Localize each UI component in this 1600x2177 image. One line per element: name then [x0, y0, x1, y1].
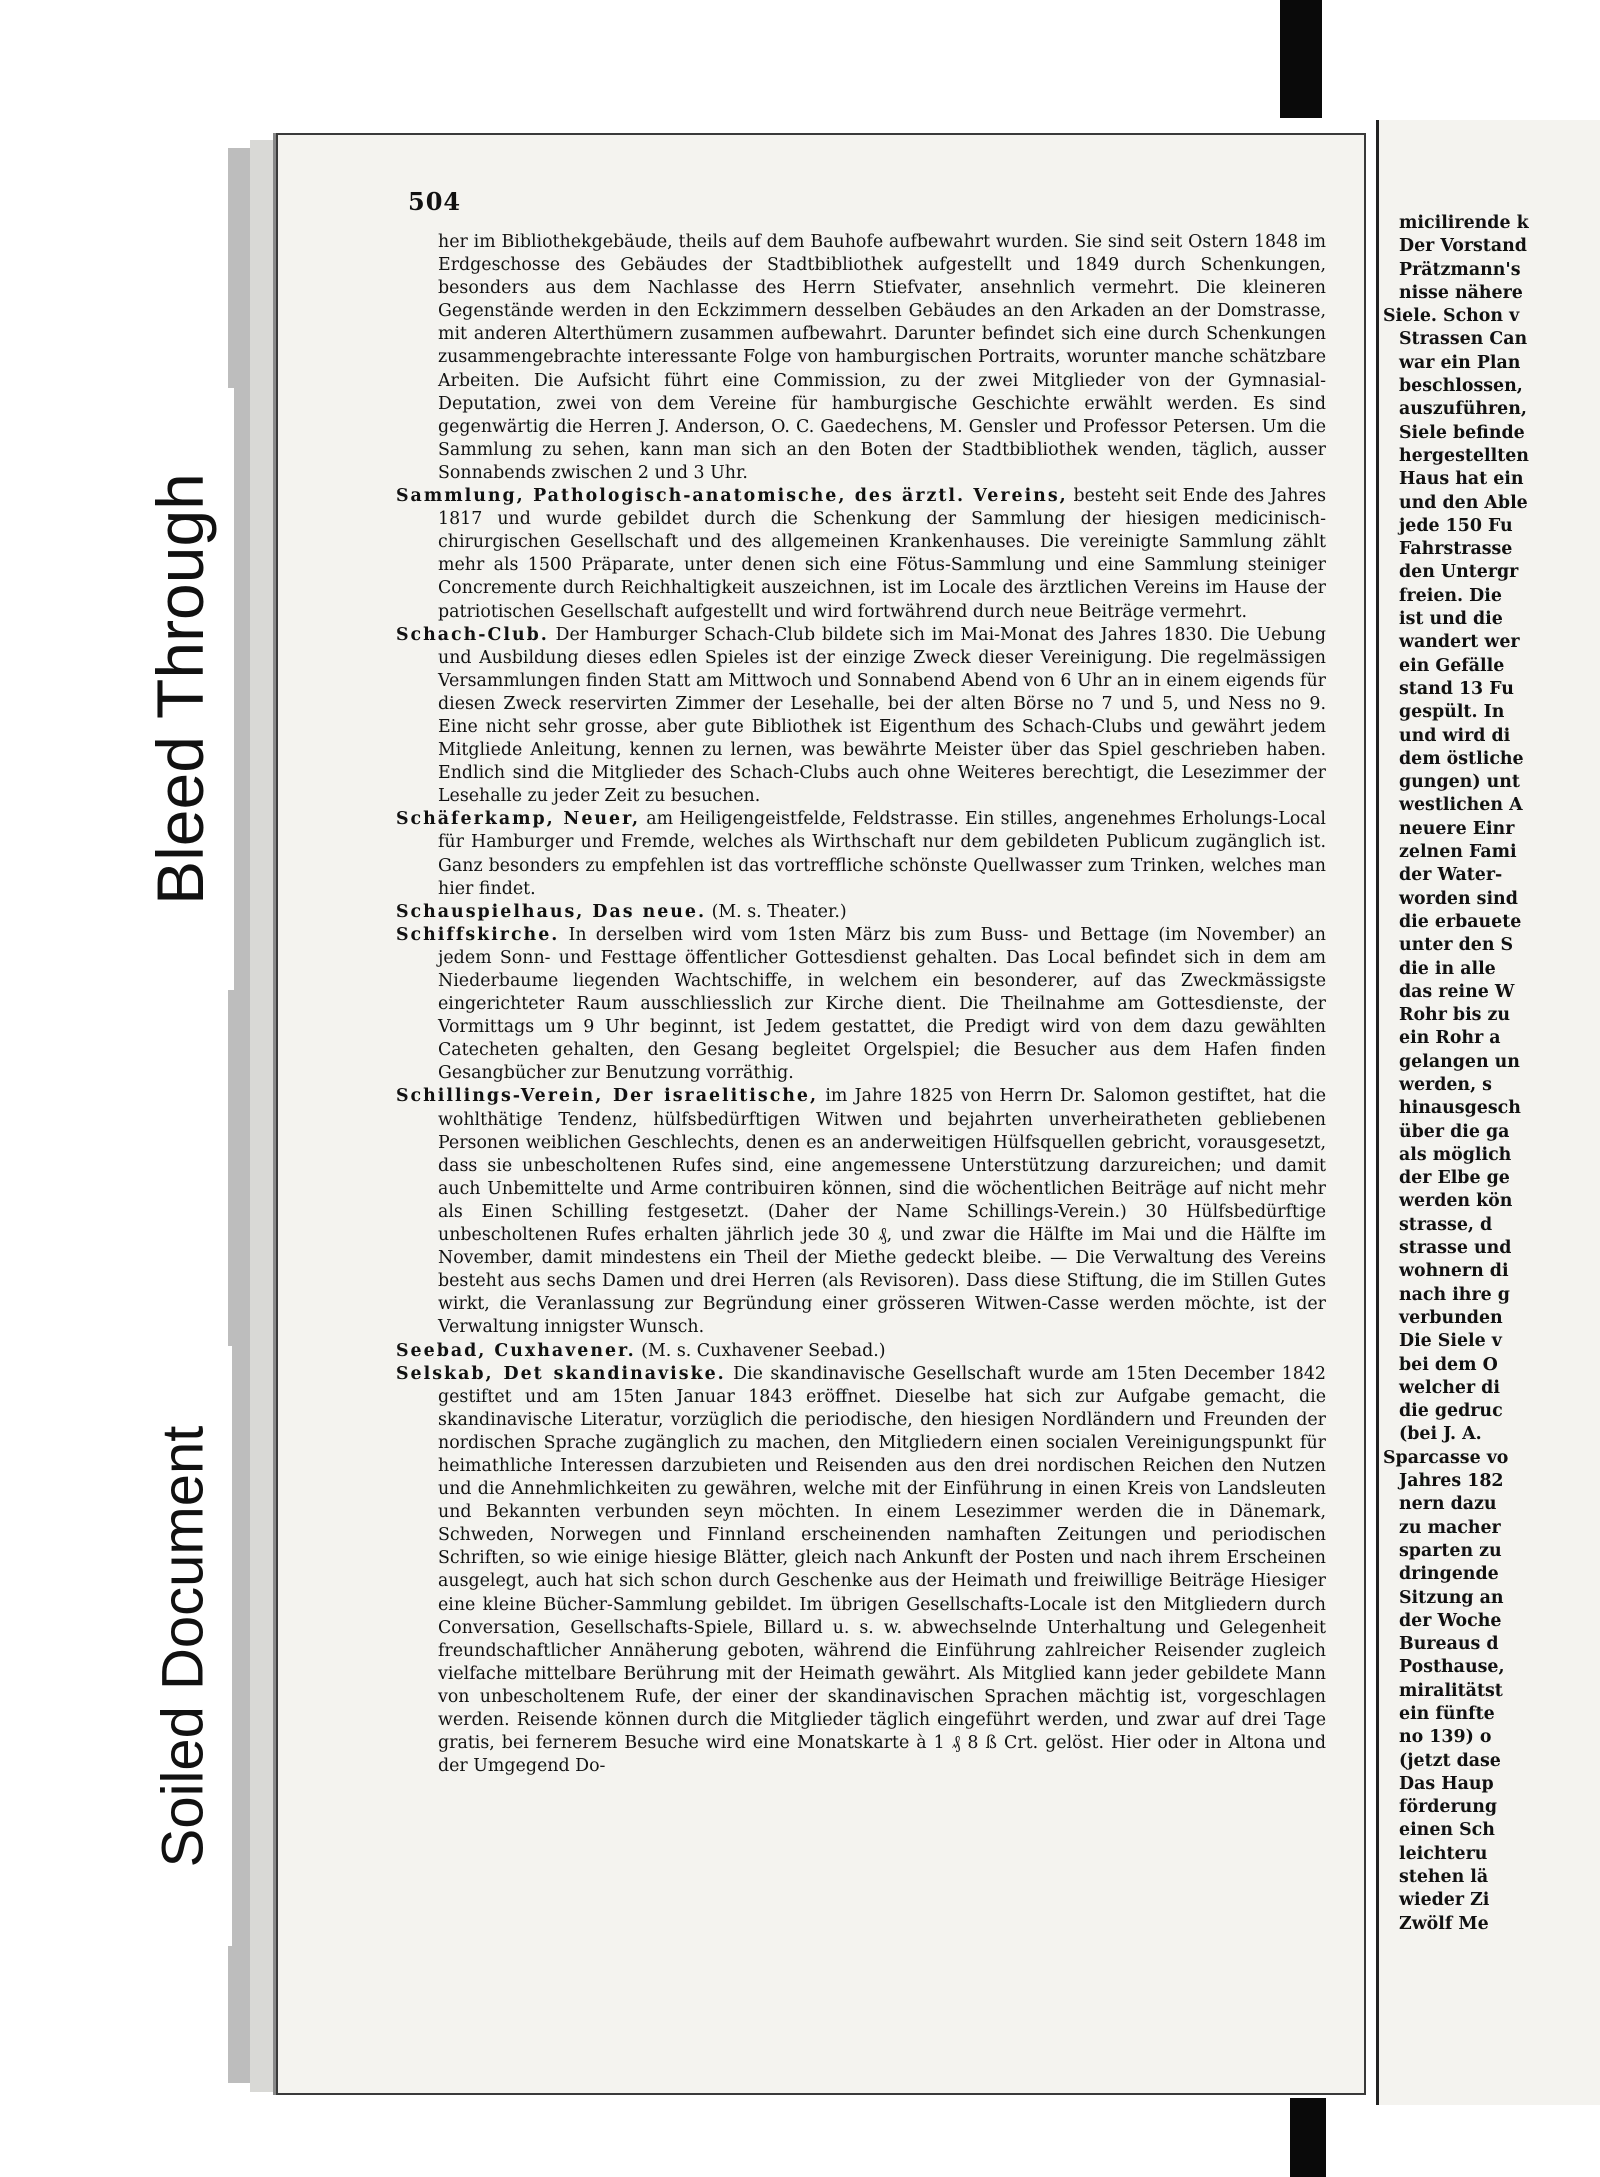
right-page-line: den Untergr	[1399, 562, 1519, 583]
entry-schillings-verein	[396, 1085, 1326, 1339]
right-page-line: Der Vorstand	[1399, 236, 1527, 257]
label-bleed-through	[126, 388, 234, 990]
right-page-line: Siele befinde	[1399, 422, 1525, 443]
right-page-line: gungen) unt	[1399, 772, 1520, 793]
right-page-line: hergestellten	[1399, 445, 1529, 466]
right-page-line: miralitätst	[1399, 1680, 1503, 1701]
right-page-line: Jahres 182	[1399, 1471, 1504, 1492]
right-page-line: wandert wer	[1399, 632, 1520, 653]
right-page-line: dem östliche	[1399, 748, 1524, 769]
page-text-column	[396, 231, 1326, 1778]
right-page-line: bei dem O	[1399, 1354, 1498, 1375]
right-page-line: Die Siele v	[1399, 1331, 1502, 1352]
right-page-line: als möglich	[1399, 1144, 1512, 1165]
entry-heading: Schach-Club.	[396, 624, 549, 645]
right-page-line: zelnen Fami	[1399, 842, 1517, 863]
right-page-line: auszuführen,	[1399, 399, 1527, 420]
entry-heading: Schäferkamp, Neuer,	[396, 809, 641, 830]
entry-text: (M. s. Theater.)	[706, 901, 847, 922]
right-page-line: gelangen un	[1399, 1051, 1520, 1072]
right-page-line: Strassen Can	[1399, 329, 1528, 350]
right-page-line: ein Rohr a	[1399, 1028, 1501, 1049]
right-page-line: ein Gefälle	[1399, 655, 1505, 676]
right-page-line: jede 150 Fu	[1399, 515, 1513, 536]
right-page-line: no 139) o	[1399, 1727, 1492, 1748]
right-page-line: der Elbe ge	[1399, 1168, 1510, 1189]
right-page-line: Bureaus d	[1399, 1634, 1499, 1655]
entry-schiffskirche	[396, 924, 1326, 1086]
entry-heading: Seebad, Cuxhavener.	[396, 1340, 636, 1361]
right-page-line: (bei J. A.	[1399, 1424, 1482, 1445]
right-page-line: micilirende k	[1399, 213, 1529, 233]
right-page-line: ist und die	[1399, 609, 1503, 630]
entry-schauspielhaus	[396, 901, 1326, 924]
right-page-line: war ein Plan	[1399, 352, 1521, 373]
right-page-line: unter den S	[1399, 935, 1514, 956]
right-page-line: nisse nähere	[1399, 282, 1523, 303]
right-page-line: beschlossen,	[1399, 376, 1523, 397]
right-page-line: leichteru	[1399, 1843, 1488, 1864]
label-bleed-through-text: Bleed Through	[143, 473, 217, 905]
page-stack-edge-inner	[250, 140, 274, 2092]
entry-heading: Schauspielhaus, Das neue.	[396, 901, 707, 922]
right-page-line: neuere Einr	[1399, 818, 1515, 839]
right-page-line: der Water-	[1399, 865, 1503, 886]
right-page-line: der Woche	[1399, 1610, 1502, 1631]
entry-text: (M. s. Cuxhavener Seebad.)	[635, 1340, 886, 1361]
right-page-line: stehen lä	[1399, 1867, 1489, 1888]
entry-heading: Schillings-Verein, Der israelitische,	[396, 1086, 819, 1107]
right-page-line: sparten zu	[1399, 1540, 1502, 1561]
right-page-line: wieder Zi	[1399, 1890, 1490, 1911]
right-page-line: stand 13 Fu	[1399, 678, 1514, 699]
scan-binding-bar-top	[1280, 0, 1322, 118]
right-page-line: gespült. In	[1399, 702, 1505, 723]
right-page-line: werden, s	[1399, 1074, 1492, 1095]
right-page-line: Siele. Schon v	[1383, 306, 1520, 327]
right-page-line: Das Haup	[1399, 1773, 1494, 1794]
right-page-line: Zwölf Me	[1399, 1913, 1489, 1934]
right-page-line: freien. Die	[1399, 585, 1502, 606]
right-page-line: förderung	[1399, 1797, 1498, 1818]
entry-text: In derselben wird vom 1sten März bis zum Buss- und Bettage (im November) an jedem Sonn- und Festtage öffentlicher Gottesdienst gehalten. Das Local befindet sich in dem am Niederbaume liegenden Wachtschiffe, in welchem ein besonderer, auf das Zweckmässigste eingerichteter Raum ausschliesslich zur Kirche dient. Die Theilnahme am Gottesdienste, der Vormittags um 9 Uhr beginnt, ist Jedem gestattet, die Predigt wird von dem dazu gewählten Catecheten gehalten, den Gesang begleitet Orgelspiel; die Besucher aus dem Hafen finden Gesangbücher zur Benutzung vorräthig.	[438, 924, 1326, 1084]
scan-binding-bar-bottom	[1290, 2098, 1326, 2177]
right-page-line: Sparcasse vo	[1383, 1447, 1509, 1468]
entry-schach-club	[396, 624, 1326, 809]
right-page-line: wohnern di	[1399, 1261, 1509, 1282]
right-page-line: zu macher	[1399, 1517, 1501, 1538]
entry-seebad	[396, 1340, 1326, 1363]
entry-heading: Sammlung, Pathologisch-anatomische, des ärztl. Vereins,	[396, 486, 1068, 507]
right-page-line: und wird di	[1399, 725, 1511, 746]
entry-text: im Jahre 1825 von Herrn Dr. Salomon gestiftet, hat die wohlthätige Tendenz, hülfsbedürftigen Witwen und bejahrten unverheiratheten gebliebenen Personen weiblichen Geschlechts, denen es an anderweitigen Hülfsquellen gebricht, vorausgesetzt, dass sie unbescholtenen Rufes sind, eine angemessene Unterstützung darzureichen; und damit auch Unbemittelte und Arme contribuiren können, sind die wöchentlichen Beiträge auf nicht mehr als Einen Schilling festgesetzt. (Daher der Name Schillings-Verein.) 30 Hülfsbedürftige unbescholtenen Rufes erhalten jährlich jede 30 ₰, und zwar die Hälfte im Mai und die Hälfte im November, damit mindestens ein Theil der Miethe gedeckt bleibe. — Die Verwaltung des Vereins besteht aus sechs Damen und drei Herren (als Revisoren). Dass diese Stiftung, die im Stillen Gutes wirkt, die Veranlassung zur Begründung einer grösseren Witwen-Casse werden möchte, ist der Verwaltung innigster Wunsch.	[438, 1086, 1326, 1338]
right-page-line: Fahrstrasse	[1399, 539, 1513, 560]
right-page-line: über die ga	[1399, 1121, 1510, 1142]
right-page-line: strasse und	[1399, 1238, 1512, 1259]
entry-schaeferkamp	[396, 808, 1326, 900]
label-soiled-document-text: Soiled Document	[150, 1425, 216, 1867]
right-page-line: nern dazu	[1399, 1494, 1497, 1515]
right-page-line: worden sind	[1399, 888, 1518, 909]
right-page-line: ein fünfte	[1399, 1704, 1495, 1724]
right-page-line: die gedruc	[1399, 1401, 1503, 1422]
book-page-right	[1376, 120, 1600, 2105]
right-page-line: westlichen A	[1399, 795, 1523, 816]
entry-heading: Selskab, Det skandinaviske.	[396, 1363, 726, 1384]
right-page-line: welcher di	[1399, 1377, 1500, 1398]
right-page-line: Prätzmann's	[1399, 259, 1521, 280]
right-page-line: nach ihre g	[1399, 1284, 1510, 1305]
right-page-line: einen Sch	[1399, 1820, 1495, 1841]
page-number: 504	[408, 187, 462, 216]
book-page-left	[276, 133, 1366, 2095]
right-page-line: Rohr bis zu	[1399, 1005, 1511, 1026]
entry-text: her im Bibliothekgebäude, theils auf dem Bauhofe aufbewahrt wurden. Sie sind seit Ostern 1848 im Erdgeschosse des Gebäudes der Stadtbibliothek aufgestellt und 1849 durch Schenkungen, besonders aus dem Nachlasse des Herrn Stiefvater, ansehnlich vermehrt. Die kleineren Gegenstände werden in den Eckzimmern desselben Gebäudes an den Arkaden an der Domstrasse, mit anderen Alterthümern zusammen aufbewahrt. Darunter befindet sich eine durch Schenkungen zusammengebrachte interessante Folge von hamburgischen Portraits, worunter manche schätzbare Arbeiten. Die Aufsicht führt eine Commission, zu der zwei Mitglieder von der Gymnasial-Deputation, zwei von dem Vereine für hamburgische Geschichte erwählt werden. Es sind gegenwärtig die Herren J. Anderson, O. C. Gaedechens, M. Gensler und Professor Petersen. Um die Sammlung zu sehen, kann man sich an den Boten der Stadtbibliothek wenden, täglich, ausser Sonnabends zwischen 2 und 3 Uhr.	[438, 232, 1326, 483]
right-page-line: und den Able	[1399, 492, 1528, 513]
right-page-line: die erbauete	[1399, 911, 1522, 932]
right-page-line: werden kön	[1399, 1191, 1513, 1212]
right-page-line: die in alle	[1399, 958, 1496, 979]
right-page-line: Haus hat ein	[1399, 469, 1524, 490]
entry-heading: Schiffskirche.	[396, 924, 560, 945]
right-page-line: Posthause,	[1399, 1657, 1505, 1678]
entry-text: Der Hamburger Schach-Club bildete sich im Mai-Monat des Jahres 1830. Die Uebung und Ausbildung dieses edlen Spieles ist der einzige Zweck dieser Vereinigung. Die regelmässigen Versammlungen finden Statt am Mittwoch und Sonnabend Abend von 6 Uhr an in einem eigends für diesen Zweck reservirten Zimmer der Lesehalle, bei der alten Börse no 7 und 5, und Ness no 9. Eine nicht sehr grosse, aber gute Bibliothek ist Eigenthum des Schach-Clubs und gewährt jedem Mitgliede Anleitung, kennen zu lernen, was bewährte Meister über das Spiel geschrieben haben. Endlich sind die Mitglieder des Schach-Clubs auch ohne Weiteres berechtigt, die Lesezimmer der Lesehalle zu jeder Zeit zu besuchen.	[438, 624, 1326, 807]
entry-text: besteht seit Ende des Jahres 1817 und wurde gebildet durch die Schenkung der Sammlung der hiesigen medicinisch-chirurgischen Gesellschaft und des allgemeinen Krankenhauses. Die vereinigte Sammlung zählt mehr als 1500 Präparate, unter denen sich eine Fötus-Sammlung und eine Sammlung steiniger Concremente durch Reichhaltigkeit auszeichnen, ist im Locale des ärztlichen Vereins im Hause der patriotischen Gesellschaft aufgestellt und wird fortwährend durch neue Beiträge vermehrt.	[438, 486, 1326, 622]
entry-text: Die skandinavische Gesellschaft wurde am 15ten December 1842 gestiftet und am 15ten Januar 1843 eröffnet. Dieselbe hat sich zur Aufgabe gemacht, die skandinavische Literatur, vorzüglich die periodische, den hiesigen Nordländern und Freunden der nordischen Sprache zugänglich zu machen, den Mitgliedern einen socialen Vereinigungspunkt für heimathliche Interessen darzubieten und Reisenden aus den drei nordischen Reichen den Nutzen und die Annehmlichkeiten zu gewähren, welche mit der Einführung in einen Kreis von Landsleuten und Bekannten verbunden seyn möchten. In einem Lesezimmer werden die in Dänemark, Schweden, Norwegen und Finnland erscheinenden namhaften Zeitungen und periodischen Schriften, so wie einige hiesige Blätter, gleich nach Ankunft der Posten und nach ihrem Erscheinen ausgelegt, auch hat sich schon durch Geschenke aus der Heimath und freiwillige Beiträge Hiesiger eine kleine Bücher-Sammlung gebildet. Im übrigen Gesellschafts-Locale ist den Mitgliedern durch Conversation, Gesellschafts-Spiele, Billard u. s. w. abwechselnde Unterhaltung und Gelegenheit freundschaftlicher Annäherung geboten, während die Einführung zahlreicher Reisender zugleich vielfache mittelbare Berührung mit der Heimath gewährt. Als Mitglied kann jeder gebildete Mann von unbescholtenem Rufe, der einer der skandinavischen Sprachen mächtig ist, vorgeschlagen werden. Reisende können durch die Mitglieder täglich eingeführt werden, und zwar auf drei Tage gratis, bei fernerem Besuche wird eine Monatskarte à 1 ₰ 8 ß Crt. gelöst. Hier oder in Altona und der Umgegend Do-	[438, 1363, 1326, 1777]
entry-continuation	[396, 231, 1326, 485]
right-page-line: (jetzt dase	[1399, 1750, 1501, 1771]
right-page-line: dringende	[1399, 1564, 1499, 1585]
right-page-line: das reine W	[1399, 981, 1515, 1002]
right-page-line: strasse, d	[1399, 1214, 1493, 1235]
right-page-line: verbunden	[1399, 1307, 1503, 1328]
entry-text: am Heiligengeistfelde, Feldstrasse. Ein stilles, angenehmes Erholungs-Local für Hamburger und Fremde, welches als Wirthschaft nur dem gebildeten Publicum zugänglich ist. Ganz besonders zu empfehlen ist das vortreffliche schönste Quellwasser zum Trinken, welches man hier findet.	[438, 809, 1326, 899]
right-page-text-column	[1383, 212, 1600, 1936]
label-soiled-document	[134, 1346, 232, 1946]
right-page-line: hinausgesch	[1399, 1098, 1521, 1119]
right-page-line: Sitzung an	[1399, 1587, 1504, 1608]
entry-selskab	[396, 1363, 1326, 1779]
entry-sammlung	[396, 485, 1326, 624]
